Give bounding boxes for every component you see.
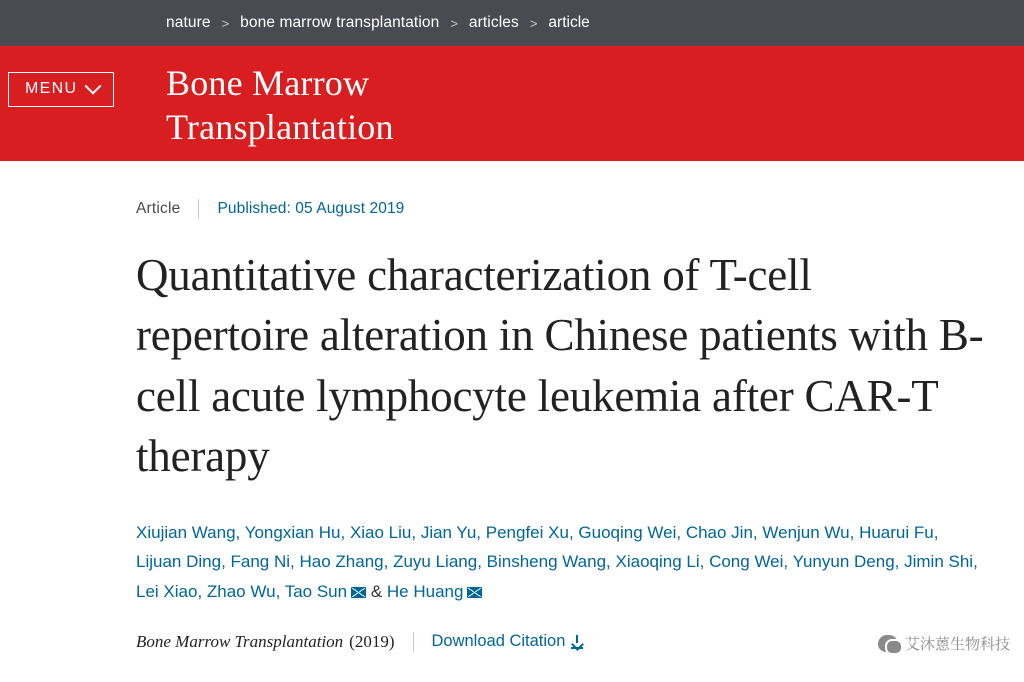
author-separator: ,: [894, 552, 905, 572]
author-link[interactable]: Jimin Shi: [904, 552, 974, 572]
author-link[interactable]: Xiujian Wang: [136, 523, 236, 543]
author-separator: ,: [476, 523, 486, 543]
author-separator: ,: [411, 523, 421, 543]
author-separator: ,: [933, 523, 939, 543]
author-link[interactable]: Cong Wei: [709, 552, 784, 572]
breadcrumb-separator-icon: >: [529, 15, 538, 31]
author-link[interactable]: Yongxian Hu: [244, 523, 341, 543]
author-separator: ,: [275, 581, 285, 601]
author-link[interactable]: Jian Yu: [420, 523, 477, 543]
author-link[interactable]: Huarui Fu: [859, 523, 934, 543]
author-separator: ,: [606, 552, 616, 572]
author-link[interactable]: He Huang: [386, 581, 464, 601]
author-link[interactable]: Guoqing Wei: [578, 523, 677, 543]
author-separator: ,: [340, 523, 350, 543]
author-separator: ,: [849, 523, 860, 543]
article-meta: [136, 199, 1024, 219]
author-separator: &: [366, 581, 387, 601]
citation-year: (2019): [349, 631, 395, 651]
article-type-label: Article: [136, 200, 181, 217]
breadcrumb-bar: [0, 0, 1024, 46]
author-separator: ,: [973, 552, 978, 572]
journal-title-line1: Bone Marrow: [166, 63, 370, 103]
author-separator: ,: [477, 552, 487, 572]
menu-button-label: MENU: [25, 80, 78, 97]
corresponding-author-email-icon[interactable]: [467, 587, 482, 598]
author-list: [136, 518, 981, 606]
journal-title[interactable]: [166, 62, 394, 150]
author-link[interactable]: Xiao Liu: [349, 523, 412, 543]
author-link[interactable]: Lijuan Ding: [136, 552, 222, 572]
download-citation-button[interactable]: [432, 632, 584, 651]
breadcrumb-item-nature[interactable]: nature: [166, 14, 211, 31]
author-separator: ,: [568, 523, 579, 543]
author-link[interactable]: Hao Zhang: [299, 552, 384, 572]
author-link[interactable]: Zhao Wu: [206, 581, 276, 601]
breadcrumb-item-articles[interactable]: articles: [468, 14, 519, 31]
author-link[interactable]: Lei Xiao: [136, 581, 198, 601]
author-separator: ,: [383, 552, 394, 572]
citation-journal-name: Bone Marrow Transplantation: [136, 631, 344, 651]
author-link[interactable]: Tao Sun: [284, 581, 348, 601]
author-link[interactable]: Wenjun Wu: [762, 523, 850, 543]
breadcrumb-item-journal[interactable]: bone marrow transplantation: [240, 14, 440, 31]
watermark-label: 艾沐蒽生物科技: [904, 635, 1010, 653]
breadcrumb-separator-icon: >: [450, 15, 458, 31]
author-separator: ,: [197, 581, 207, 601]
journal-title-line2: Transplantation: [166, 106, 394, 147]
wechat-icon: [878, 635, 898, 652]
breadcrumb: [166, 14, 590, 32]
article-body: [0, 199, 1024, 652]
author-link[interactable]: Xiaoqing Li: [615, 552, 700, 572]
author-separator: ,: [221, 552, 231, 572]
author-link[interactable]: Fang Ni: [230, 552, 291, 572]
citation-divider: [413, 632, 414, 652]
corresponding-author-email-icon[interactable]: [351, 587, 366, 598]
meta-divider: [198, 199, 199, 219]
breadcrumb-separator-icon: >: [221, 15, 230, 31]
article-published-date: Published: 05 August 2019: [217, 200, 405, 217]
download-citation-label: Download Citation: [431, 632, 566, 651]
download-icon: [571, 635, 583, 649]
author-separator: ,: [752, 523, 763, 543]
menu-button[interactable]: [8, 72, 114, 107]
author-link[interactable]: Zuyu Liang: [393, 552, 478, 572]
author-separator: ,: [783, 552, 793, 572]
author-separator: ,: [676, 523, 686, 543]
author-separator: ,: [290, 552, 300, 572]
chevron-down-icon: [85, 78, 102, 95]
author-link[interactable]: Yunyun Deng: [792, 552, 895, 572]
author-separator: ,: [235, 523, 245, 543]
page-title: Quantitative characterization of T-cell repertoire alteration in Chinese patients with B-cell acute lymphocyte leukemia after CAR-T therapy: [136, 250, 984, 481]
author-separator: ,: [699, 552, 710, 572]
author-link[interactable]: Chao Jin: [685, 523, 753, 543]
author-link[interactable]: Binsheng Wang: [486, 552, 607, 572]
author-link[interactable]: Pengfei Xu: [485, 523, 569, 543]
breadcrumb-item-article: article: [548, 14, 590, 31]
journal-header: [0, 46, 1024, 161]
watermark: [878, 633, 1010, 654]
